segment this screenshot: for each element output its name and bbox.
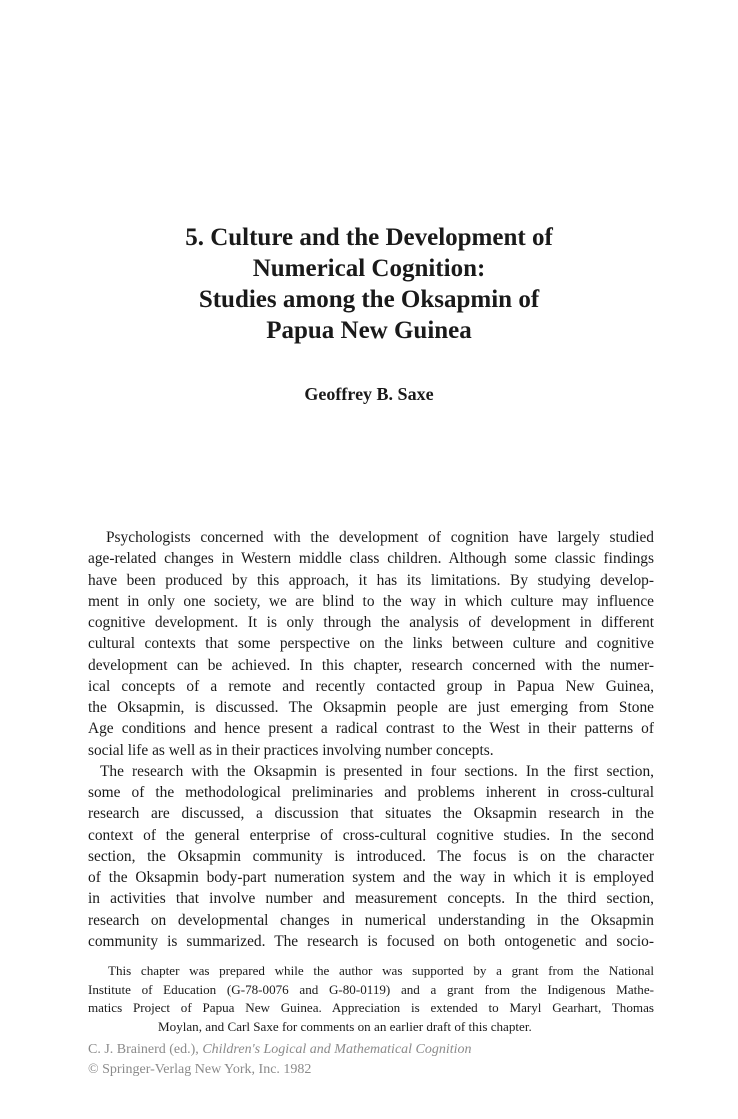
body-line: have been produced by this approach, it has its limitations. By studying develop-: [88, 571, 654, 589]
publisher-copyright: © Springer-Verlag New York, Inc. 1982: [88, 1062, 312, 1077]
body-line: some of the methodological preliminaries and problems inherent in cross-cultural: [88, 784, 654, 801]
title-line: Numerical Cognition:: [252, 255, 486, 282]
footnote-line: This chapter was prepared while the author was supported by a grant from the National: [108, 963, 654, 978]
body-line: of the Oksapmin body-part numeration system and the way in which it is employed: [88, 869, 654, 886]
body-line: age-related changes in Western middle class children. Although some classic findings: [88, 550, 654, 568]
body-line: research on developmental changes in numerical understanding in the Oksapmin: [88, 911, 654, 929]
title-line: 5. Culture and the Development of: [185, 224, 553, 251]
body-line: Psychologists concerned with the development of cognition have largely studied: [106, 529, 654, 546]
body-line: Age conditions and hence present a radical contrast to the West in their patterns of: [88, 720, 654, 738]
author-name: Geoffrey B. Saxe: [304, 384, 434, 404]
body-line: ical concepts of a remote and recently contacted group in Papua New Guinea,: [88, 677, 654, 695]
editor-credit: [88, 1040, 472, 1060]
body-line: community is summarized. The research is focused on both ontogenetic and socio-: [88, 932, 654, 950]
body-line: in activities that involve number and measurement concepts. In the third section,: [88, 890, 654, 908]
body-line: research are discussed, a discussion that situates the Oksapmin research in the: [88, 805, 654, 823]
footnote: [88, 962, 654, 1036]
body-line: section, the Oksapmin community is introduced. The focus is on the character: [88, 847, 654, 865]
body-line: cultural contexts that some perspective on the links between culture and cognitive: [88, 635, 654, 653]
body-line: cognitive development. It is only through the analysis of development in different: [88, 614, 654, 631]
footnote-line: matics Project of Papua New Guinea. Appreciation is extended to Maryl Gearhart, Thomas: [88, 1000, 654, 1015]
footnote-line: Institute of Education (G-78-0076 and G-80-0119) and a grant from the Indigenous Mathe-: [88, 981, 654, 997]
title-line: Studies among the Oksapmin of: [198, 286, 540, 313]
body-line: context of the general enterprise of cross-cultural cognitive studies. In the second: [88, 826, 654, 844]
body-line: social life as well as in their practices involving number concepts.: [88, 741, 494, 759]
publication-credits: [88, 1040, 472, 1080]
book-title: Children's Logical and Mathematical Cognition: [202, 1042, 472, 1057]
body-line: The research with the Oksapmin is presented in four sections. In the first section,: [100, 762, 654, 780]
body-text: [88, 527, 654, 952]
body-line: ment in only one society, we are blind to the way in which culture may influence: [88, 592, 654, 610]
title-line: Papua New Guinea: [266, 317, 472, 344]
chapter-title: [0, 222, 738, 346]
editor-name: C. J. Brainerd (ed.),: [88, 1042, 203, 1057]
body-line: development can be achieved. In this chapter, research concerned with the numer-: [88, 656, 654, 674]
footnote-line: Moylan, and Carl Saxe for comments on an earlier draft of this chapter.: [158, 1018, 532, 1034]
body-line: the Oksapmin, is discussed. The Oksapmin people are just emerging from Stone: [88, 699, 654, 716]
